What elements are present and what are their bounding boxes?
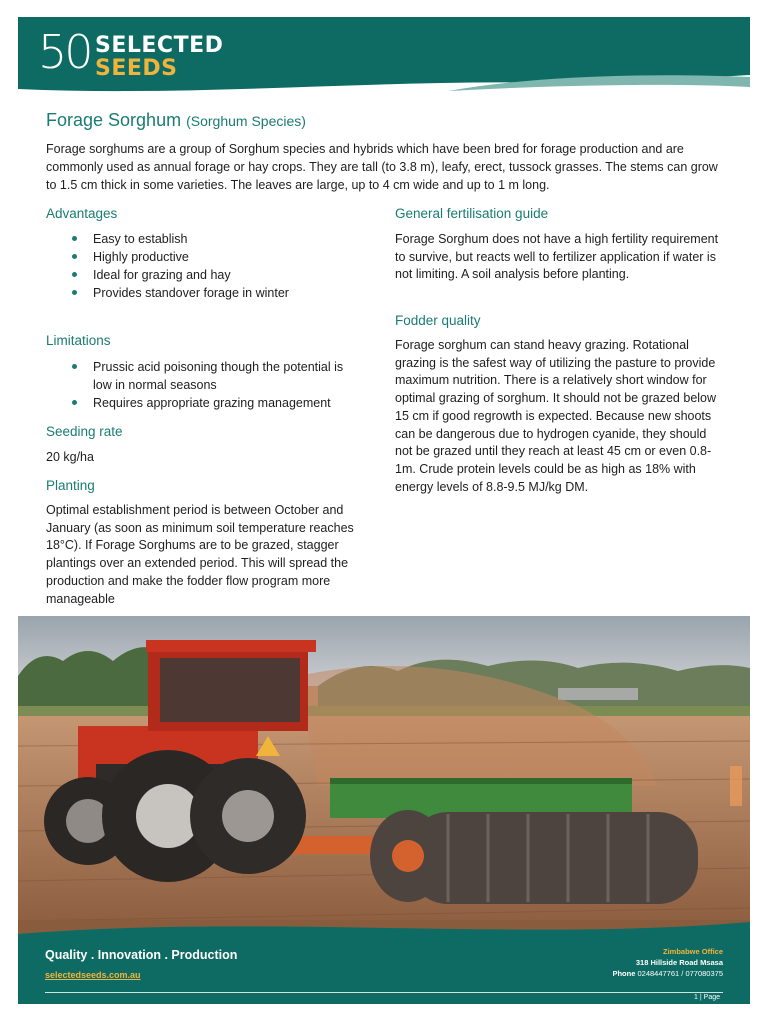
fodder-quality-paragraph: Forage sorghum can stand heavy grazing. Rotational grazing is the safest way of utilizing the pasture to provide maximum nutrition. There is a relatively short window for optimal grazing of sorghum. It should not be grazed below 15 cm if good regrowth is expected. Because new shoots can be dangerous due to hydrogen cyanide, they should not be grazed until they reach at least 45 cm or even 0.8-1m. Crude protein levels could be as high as 18% with energy levels of 8.8-9.5 MJ/kg DM. — [395, 338, 717, 494]
footer-tagline: Quality . Innovation . Production — [45, 948, 238, 962]
fertilisation-heading: General fertilisation guide — [395, 206, 549, 221]
list-item-text: Prussic acid poisoning though the potential is low in normal seasons — [93, 360, 344, 392]
office-contact — [612, 946, 723, 979]
phone-label: Phone — [612, 969, 636, 978]
page-title-species: (Sorghum Species) — [186, 113, 306, 129]
office-phone — [612, 968, 723, 979]
list-item-text: Easy to establish — [93, 232, 188, 246]
tractor-photo-illustration — [18, 616, 750, 938]
bullet-icon — [72, 364, 77, 369]
bullet-icon — [72, 236, 77, 241]
seeding-rate-heading: Seeding rate — [46, 424, 123, 439]
limitations-heading: Limitations — [46, 333, 111, 348]
tractor-field-photo — [18, 616, 750, 938]
logo-anniversary-number: 50 — [38, 25, 91, 79]
planting-paragraph: Optimal establishment period is between October and January (as soon as minimum soil temperature reaches 18°C). If Forage Sorghums are to be grazed, stagger plantings over an extended period. This will spread the production and make the fodder flow program more manageable — [46, 503, 354, 606]
list-item — [46, 284, 366, 302]
list-item — [46, 394, 364, 412]
list-item-text: Highly productive — [93, 250, 189, 264]
advantages-heading: Advantages — [46, 206, 118, 221]
bullet-icon — [72, 272, 77, 277]
page-title — [46, 110, 306, 131]
list-item — [46, 358, 364, 394]
footer-wave — [18, 920, 750, 940]
fodder-quality-heading: Fodder quality — [395, 313, 481, 328]
bullet-icon — [72, 254, 77, 259]
page-header-banner — [18, 17, 750, 93]
limitations-list — [46, 358, 364, 412]
planting-heading: Planting — [46, 478, 95, 493]
list-item — [46, 248, 366, 266]
list-item — [46, 266, 366, 284]
office-address: 318 Hillside Road Msasa — [635, 958, 723, 967]
list-item-text: Ideal for grazing and hay — [93, 268, 231, 282]
logo-word-selected: SELECTED — [95, 33, 224, 58]
bullet-icon — [72, 400, 77, 405]
footer-divider — [45, 992, 723, 993]
phone-numbers: 0248447761 / 077080375 — [637, 969, 723, 978]
fertilisation-paragraph: Forage Sorghum does not have a high fertility requirement to survive, but reacts well to fertilizer application if water is not limiting. A soil analysis before planting. — [395, 232, 719, 282]
list-item — [46, 230, 366, 248]
bullet-icon — [72, 290, 77, 295]
website-link[interactable]: selectedseeds.com.au — [45, 970, 141, 980]
page-title-main: Forage Sorghum — [46, 110, 182, 130]
office-title: Zimbabwe Office — [662, 947, 723, 956]
page-footer — [18, 920, 750, 1004]
intro-paragraph: Forage sorghums are a group of Sorghum species and hybrids which have been bred for forage production and are commonly used as annual forage or hay crops. They are tall (to 3.8 m), leafy, erect, tussock grasses. The stems can grow to 1.5 cm thick in some varieties. The leaves are large, up to 4 cm wide and up to 1 m long. — [46, 142, 718, 192]
list-item-text: Requires appropriate grazing management — [93, 396, 331, 410]
page-number: 1 | Page — [694, 994, 720, 1001]
advantages-list — [46, 230, 366, 302]
logo-word-seeds: SEEDS — [95, 56, 178, 81]
list-item-text: Provides standover forage in winter — [93, 286, 289, 300]
seeding-rate-value: 20 kg/ha — [46, 450, 94, 464]
